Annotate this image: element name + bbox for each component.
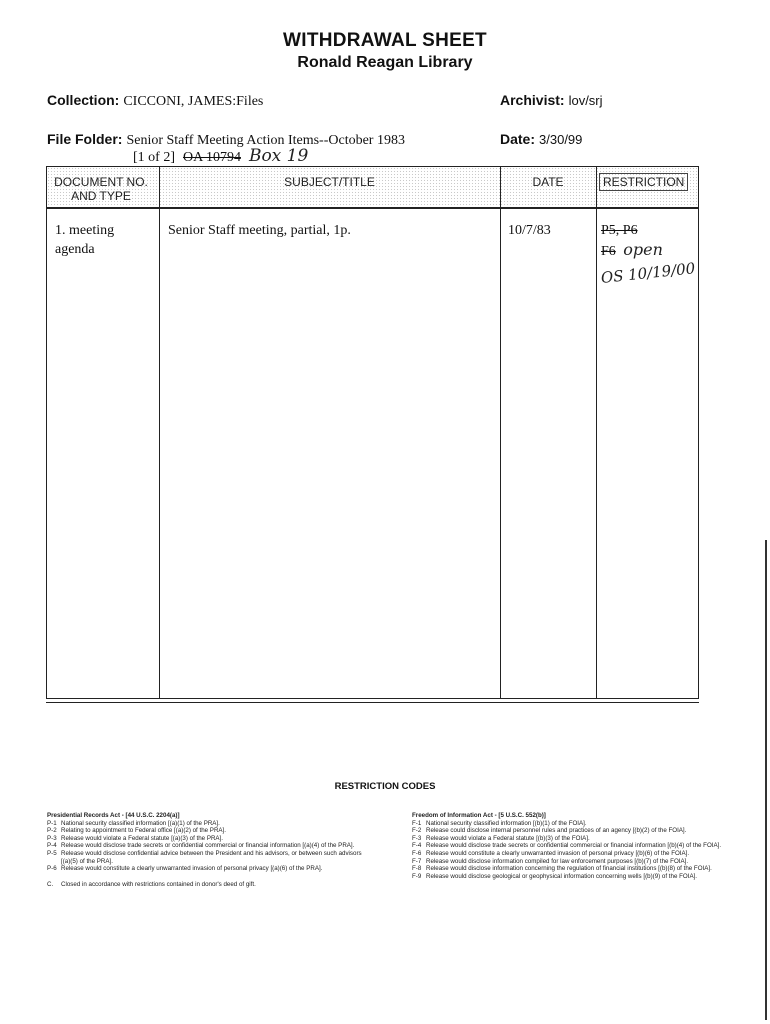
restriction-struck-code: F6 <box>601 244 616 259</box>
restriction-handwritten-open: open <box>623 240 663 259</box>
file-folder-part: [1 of 2] <box>133 150 175 165</box>
restriction-handwritten-date: OS 10/19/00 <box>600 259 697 287</box>
code-key: F-6 <box>412 849 422 857</box>
column-header-document-label: DOCUMENT NO. AND TYPE <box>54 175 148 203</box>
code-key: P-5 <box>47 849 57 857</box>
file-folder-sub <box>133 146 308 166</box>
file-folder-handwritten: Box 19 <box>248 146 309 166</box>
code-text: Closed in accordance with restrictions contained in donor's deed of gift. <box>61 880 256 888</box>
restriction-codes-title: RESTRICTION CODES <box>334 781 436 792</box>
code-key: F-7 <box>412 857 422 865</box>
code-text: Release would disclose information compiled for law enforcement purposes [(b)(7) of the FOIA]. <box>426 857 689 865</box>
list-item <box>412 873 734 881</box>
code-key: F-2 <box>412 827 422 835</box>
collection-line <box>47 92 263 110</box>
code-key: P-4 <box>47 842 57 850</box>
column-divider <box>596 167 597 698</box>
list-item <box>412 820 734 828</box>
foia-codes <box>412 812 734 880</box>
code-text: Release would disclose trade secrets or confidential commercial or financial information [(b)(4) of the FOIA]. <box>426 842 722 850</box>
code-key: P-2 <box>47 827 57 835</box>
code-text: Release could disclose internal personnel rules and practices of an agency [(b)(2) of the FOIA]. <box>426 827 687 835</box>
collection-value: CICCONI, JAMES:Files <box>123 94 264 109</box>
code-key: F-4 <box>412 842 422 850</box>
code-text: Release would disclose information concerning the regulation of financial institutions [(b)(8) of the FOIA]. <box>426 865 712 873</box>
column-header-restriction-label: RESTRICTION <box>599 173 688 191</box>
code-text: Release would disclose confidential advice between the President and his advisors, or between such advisors [(a)(5) of the PRA]. <box>61 849 362 865</box>
date-label: Date: <box>500 131 536 147</box>
table-cell-subject: Senior Staff meeting, partial, 1p. <box>168 223 351 238</box>
code-text: Release would violate a Federal statute [(b)(3) of the FOIA]. <box>426 834 590 842</box>
table-bottom-rule <box>46 702 699 703</box>
list-item <box>47 842 367 850</box>
collection-label: Collection: <box>47 92 120 108</box>
code-text: Release would constitute a clearly unwarranted invasion of personal privacy [(a)(6) of the PRA]. <box>61 865 323 873</box>
file-folder-label: File Folder: <box>47 131 123 147</box>
code-key: C. <box>47 880 54 888</box>
table-cell-document: 1. meeting agenda <box>55 223 115 257</box>
column-header-date <box>500 167 596 209</box>
column-header-date-label: DATE <box>532 175 564 189</box>
list-item <box>412 850 734 858</box>
file-folder-value: Senior Staff Meeting Action Items--October 1983 <box>126 133 405 148</box>
table-cell-restriction <box>601 221 697 288</box>
restriction-struck-codes: P5, P6 <box>601 223 638 238</box>
column-header-subject <box>159 167 500 209</box>
column-header-restriction <box>596 167 698 209</box>
list-item <box>412 827 734 835</box>
table-cell-date: 10/7/83 <box>508 223 551 238</box>
list-item <box>47 850 367 865</box>
code-key: F-1 <box>412 819 422 827</box>
archivist-label: Archivist: <box>500 92 565 108</box>
pra-heading: Presidential Records Act - [44 U.S.C. 2204(a)] <box>47 812 180 819</box>
list-item <box>412 835 734 843</box>
list-item <box>412 865 734 873</box>
column-divider <box>500 167 501 698</box>
list-item <box>412 858 734 866</box>
list-item <box>412 842 734 850</box>
page-title: WITHDRAWAL SHEET <box>283 30 487 51</box>
list-item <box>47 865 367 873</box>
scan-edge-line <box>765 540 767 1020</box>
code-key: F-9 <box>412 872 422 880</box>
list-item <box>47 820 367 828</box>
code-key: F-3 <box>412 834 422 842</box>
code-key: P-3 <box>47 834 57 842</box>
code-text: Release would constitute a clearly unwarranted invasion of personal privacy [(b)(6) of the FOIA]. <box>426 849 690 857</box>
code-text: National security classified information [(a)(1) of the PRA]. <box>61 819 220 827</box>
withdrawal-table <box>46 166 699 699</box>
code-text: Release would disclose trade secrets or confidential commercial or financial information [(a)(4) of the PRA]. <box>61 842 355 850</box>
page-subtitle: Ronald Reagan Library <box>297 54 473 71</box>
list-item <box>47 835 367 843</box>
file-folder-struck: OA 10794 <box>183 150 241 165</box>
list-item <box>47 827 367 835</box>
code-key: F-8 <box>412 865 422 873</box>
list-item <box>47 881 367 889</box>
code-text: Release would violate a Federal statute [(a)(3) of the PRA]. <box>61 834 223 842</box>
column-divider <box>159 167 160 698</box>
date-value: 3/30/99 <box>539 132 583 147</box>
code-key: P-1 <box>47 819 57 827</box>
code-text: National security classified information [(b)(1) of the FOIA]. <box>426 819 587 827</box>
pra-codes <box>47 812 367 888</box>
code-text: Relating to appointment to Federal office [(a)(2) of the PRA]. <box>61 827 226 835</box>
column-header-document <box>47 167 159 209</box>
foia-heading: Freedom of Information Act - [5 U.S.C. 552(b)] <box>412 812 546 819</box>
column-header-subject-label: SUBJECT/TITLE <box>284 175 375 189</box>
date-line <box>500 131 582 149</box>
code-text: Release would disclose geological or geophysical information concerning wells [(b)(9) of the FOIA]. <box>426 872 698 880</box>
archivist-line <box>500 92 603 110</box>
archivist-value: lov/srj <box>568 93 603 108</box>
code-key: P-6 <box>47 865 57 873</box>
